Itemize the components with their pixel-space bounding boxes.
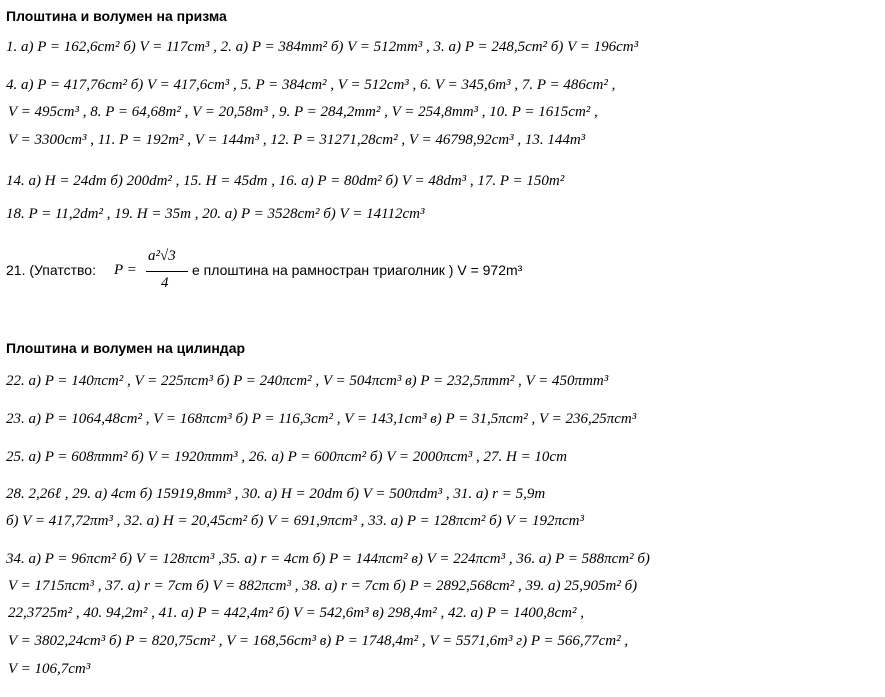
answer-line: V = 495cm³ , 8. P = 64,68m² , V = 20,58m³ , 9. P = 284,2mm² , V = 254,8mm³ , 10. P = 1615cm² , <box>8 104 598 120</box>
answer-line: V = 3802,24cm³ б) P = 820,75cm² , V = 168,56cm³ в) P = 1748,4m² , V = 5571,6m³ г) P = 566,77cm² , <box>8 633 629 649</box>
problem-21-lhs: P = <box>114 262 137 278</box>
answer-line: 18. P = 11,2dm² , 19. H = 35m , 20. а) P = 3528cm² б) V = 14112cm³ <box>6 206 425 222</box>
answer-line: 25. а) P = 608πmm² б) V = 1920πmm³ , 26. а) P = 600πcm² б) V = 2000πcm³ , 27. H = 10cm <box>6 449 567 465</box>
answer-line: 28. 2,26ℓ , 29. а) 4cm б) 15919,8mm³ , 30. а) H = 20dm б) V = 500πdm³ , 31. а) r = 5,9m <box>6 486 546 502</box>
fraction-bar <box>146 271 188 272</box>
problem-21-suffix: е плоштина на рамностран триаголник ) V = 972m³ <box>192 262 523 278</box>
answer-line: 22. а) P = 140πcm² , V = 225πcm³ б) P = 240πcm² , V = 504πcm³ в) P = 232,5πmm² , V = 450πmm³ <box>6 373 609 389</box>
cylinder-section-heading: Плоштина и волумен на цилиндар <box>6 340 246 356</box>
fraction-numerator: a²√3 <box>148 248 176 264</box>
answer-line: 1. а) P = 162,6cm² б) V = 117cm³ , 2. а) P = 384mm² б) V = 512mm³ , 3. а) P = 248,5cm² б) V = 196cm³ <box>6 39 639 55</box>
answer-line: 23. а) P = 1064,48cm² , V = 168πcm³ б) P = 116,3cm² , V = 143,1cm³ в) P = 31,5πcm² , V = 236,25πcm³ <box>6 411 637 427</box>
answer-line: V = 1715πcm³ , 37. а) r = 7cm б) V = 882πcm³ , 38. а) r = 7cm б) P = 2892,568cm² , 39. а) 25,905m² б) <box>8 578 638 594</box>
answer-line: 34. а) P = 96πcm² б) V = 128πcm³ ,35. а) r = 4cm б) P = 144πcm² в) V = 224πcm³ , 36. а) P = 588πcm² б) <box>6 551 650 567</box>
problem-21-formula <box>6 246 806 296</box>
answer-line: V = 106,7cm³ <box>8 661 91 677</box>
fraction-denominator: 4 <box>161 275 169 291</box>
answer-line: 22,3725m² , 40. 94,2m² , 41. а) P = 442,4m² б) V = 542,6m³ в) 298,4m² , 42. а) P = 1400,8cm² , <box>8 605 584 621</box>
answer-line: 14. а) H = 24dm б) 200dm² , 15. H = 45dm , 16. а) P = 80dm² б) V = 48dm³ , 17. P = 150m² <box>6 173 565 189</box>
answer-line: б) V = 417,72πm³ , 32. а) H = 20,45cm² б) V = 691,9πcm³ , 33. а) P = 128πcm² б) V = 192πcm³ <box>6 513 584 529</box>
problem-21-prefix: 21. (Упатство: <box>6 262 96 278</box>
answer-line: V = 3300cm³ , 11. P = 192m² , V = 144m³ , 12. P = 31271,28cm² , V = 46798,92cm³ , 13. 144m³ <box>8 132 586 148</box>
answer-line: 4. а) P = 417,76cm² б) V = 417,6cm³ , 5. P = 384cm² , V = 512cm³ , 6. V = 345,6m³ , 7. P = 486cm² , <box>6 77 616 93</box>
prism-section-heading: Плоштина и волумен на призма <box>6 8 227 24</box>
